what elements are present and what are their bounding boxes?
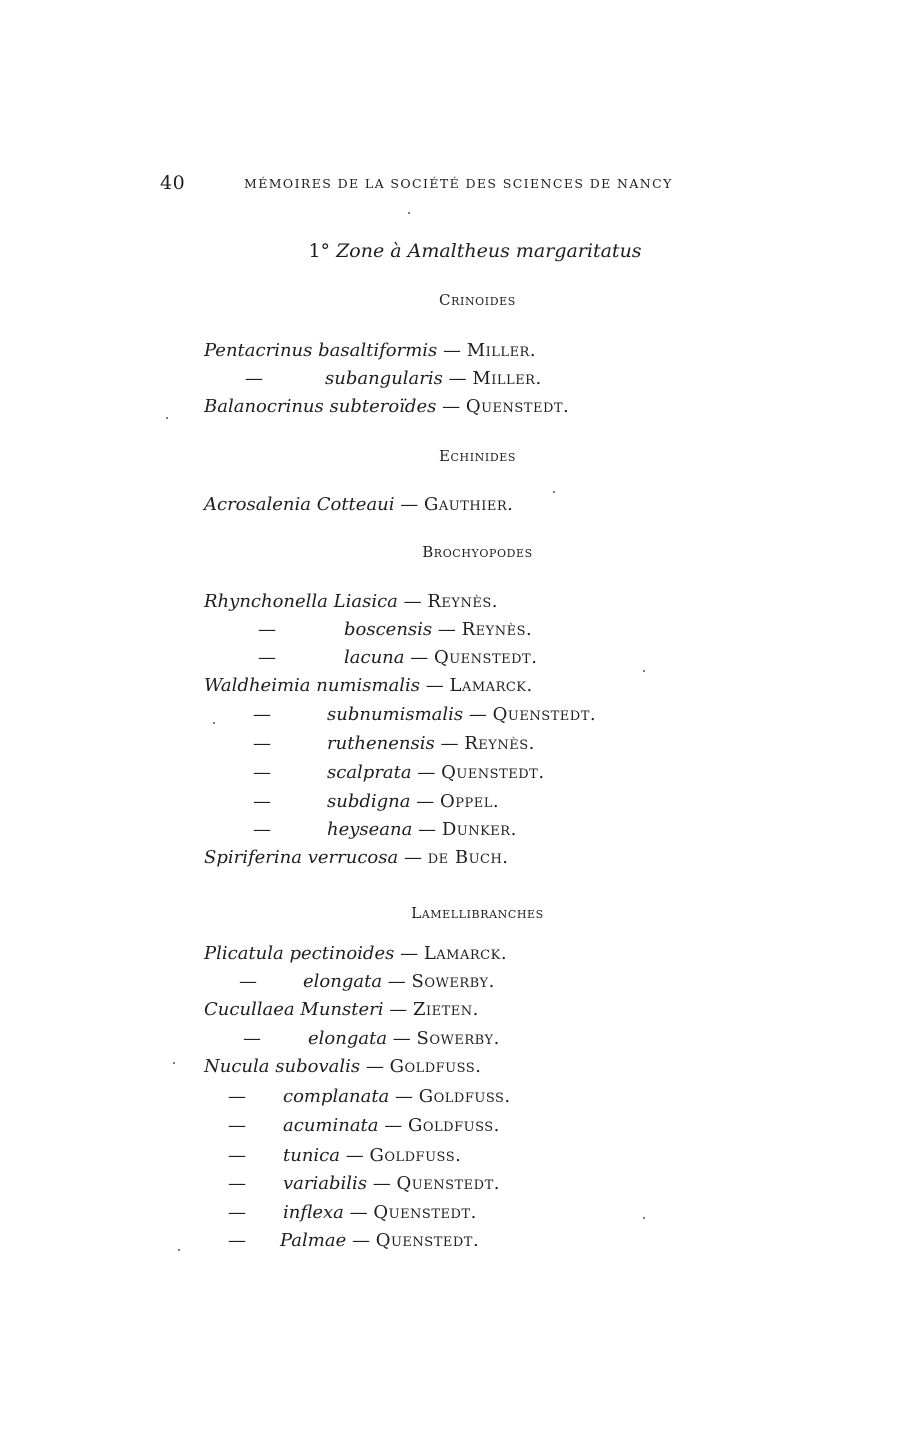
author-name: Gauthier. [424,494,514,515]
author-name: Quenstedt. [465,396,570,417]
species-name: lacuna [344,647,405,668]
species-name: subovalis [275,1056,361,1077]
ditto-dash: — [228,1145,246,1166]
species-entry [204,398,569,416]
separator-dash: — [389,999,408,1020]
ditto-dash: — [228,1086,246,1107]
section-heading-brochyopodes: Brochyopodes [422,543,533,561]
species-entry [204,1001,479,1019]
scan-speck [173,1062,175,1064]
running-title: MÉMOIRES DE LA SOCIÉTÉ DES SCIENCES DE NANCY [244,176,673,191]
species-name: Liasica [333,591,398,612]
species-name: elongata [303,971,383,992]
species-name: basaltiformis [318,340,438,361]
ditto-dash: — [228,1115,246,1136]
species-name: Palmae [280,1230,347,1251]
species-name: subnumismalis [327,704,464,725]
author-name: Zieten. [412,999,479,1020]
genus-name: Waldheimia [204,675,311,696]
ditto-dash: — [253,704,271,725]
section-heading-echinides: Echinides [438,447,517,465]
separator-dash: — [372,1173,391,1194]
species-name: verrucosa [307,847,399,868]
author-name: Quenstedt. [375,1230,480,1251]
species-entry [327,764,545,782]
separator-dash: — [400,494,419,515]
author-name: Oppel. [439,791,500,812]
species-entry [204,849,509,867]
separator-dash: — [418,819,437,840]
ditto-dash: — [243,1028,261,1049]
ditto-dash: — [239,971,257,992]
scan-speck [213,722,215,724]
species-name: subteroïdes [329,396,437,417]
genus-name: Cucullaea [204,999,295,1020]
scan-speck [643,670,645,672]
species-entry [283,1117,500,1135]
species-entry [303,973,495,991]
separator-dash: — [365,1056,384,1077]
separator-dash: — [345,1145,364,1166]
zone-number: 1° [308,240,331,262]
author-name: Goldfuss. [389,1056,482,1077]
species-entry [283,1147,461,1165]
separator-dash: — [448,368,467,389]
author-name: de Buch. [427,847,509,868]
separator-dash: — [395,1086,414,1107]
separator-dash: — [443,340,461,361]
separator-dash: — [425,675,444,696]
species-entry [283,1088,511,1106]
species-entry [204,593,498,611]
author-name: Quenstedt. [441,762,545,783]
species-name: acuminata [283,1115,379,1136]
ditto-dash: — [253,762,271,783]
ditto-dash: — [253,791,271,812]
author-name: Quenstedt. [492,704,597,725]
separator-dash: — [468,704,487,725]
species-name: ruthenensis [327,733,435,754]
author-name: Reynès. [427,591,498,612]
species-entry [344,649,537,667]
species-name: boscensis [344,619,433,640]
species-name: elongata [308,1028,388,1049]
species-name: variabilis [283,1173,368,1194]
author-name: Goldfuss. [369,1145,462,1166]
ditto-dash: — [245,368,263,389]
author-name: Sowerby. [416,1028,500,1049]
separator-dash: — [440,733,459,754]
species-entry [283,1204,477,1222]
species-name: scalprata [327,762,412,783]
species-entry [204,496,513,514]
genus-name: Plicatula [204,943,284,964]
separator-dash: — [400,943,419,964]
zone-title [0,240,915,262]
species-entry [308,1030,500,1048]
ditto-dash: — [258,647,276,668]
scan-speck [643,1217,645,1219]
species-entry [327,793,499,811]
ditto-dash: — [253,733,271,754]
author-name: Reynès. [464,733,535,754]
species-name: Munsteri [300,999,384,1020]
species-name: tunica [283,1145,340,1166]
genus-name: Balanocrinus [204,396,324,417]
separator-dash: — [349,1202,368,1223]
species-name: heyseana [327,819,413,840]
section-heading-lamellibranches: Lamellibranches [411,904,544,922]
species-name: Cotteaui [316,494,395,515]
author-name: Quenstedt. [433,647,538,668]
separator-dash: — [437,619,456,640]
species-entry [280,1232,479,1250]
author-name: Goldfuss. [418,1086,511,1107]
species-name: pectinoides [289,943,395,964]
species-entry [204,945,507,963]
species-entry [283,1175,500,1193]
species-name: numismalis [316,675,421,696]
author-name: Lamarck. [449,675,533,696]
page-number: 40 [160,172,186,194]
species-name: subangularis [325,368,443,389]
species-name: inflexa [283,1202,344,1223]
species-name: complanata [283,1086,390,1107]
species-entry [327,821,517,839]
separator-dash: — [351,1230,370,1251]
separator-dash: — [384,1115,403,1136]
ditto-dash: — [228,1173,246,1194]
author-name: Lamarck. [423,943,508,964]
genus-name: Spiriferina [204,847,302,868]
genus-name: Nucula [204,1056,270,1077]
ditto-dash: — [258,619,276,640]
species-name: subdigna [327,791,411,812]
section-heading-crinoides: Crinoides [439,291,516,309]
separator-dash: — [410,647,429,668]
separator-dash: — [442,396,461,417]
species-entry [325,370,542,388]
scan-speck [408,212,410,214]
separator-dash: — [392,1028,411,1049]
genus-name: Pentacrinus [204,340,313,361]
species-entry [204,1058,481,1076]
scan-speck [553,491,555,493]
genus-name: Acrosalenia [204,494,311,515]
author-name: Miller. [466,340,537,361]
separator-dash: — [417,762,436,783]
author-name: Reynès. [461,619,533,640]
species-entry [327,735,535,753]
scan-speck [166,417,168,419]
genus-name: Rhynchonella [204,591,328,612]
author-name: Quenstedt. [373,1202,477,1223]
separator-dash: — [387,971,406,992]
author-name: Quenstedt. [396,1173,500,1194]
separator-dash: — [403,847,422,868]
separator-dash: — [416,791,435,812]
author-name: Sowerby. [411,971,495,992]
author-name: Goldfuss. [408,1115,500,1136]
ditto-dash: — [228,1230,246,1251]
separator-dash: — [403,591,422,612]
species-entry [327,706,596,724]
zone-name: Zone à Amaltheus margaritatus [336,240,642,262]
species-entry [204,342,536,360]
species-entry [204,677,533,695]
ditto-dash: — [228,1202,246,1223]
scan-speck [178,1249,180,1251]
author-name: Dunker. [441,819,517,840]
author-name: Miller. [472,368,542,389]
species-entry [344,621,532,639]
ditto-dash: — [253,819,271,840]
